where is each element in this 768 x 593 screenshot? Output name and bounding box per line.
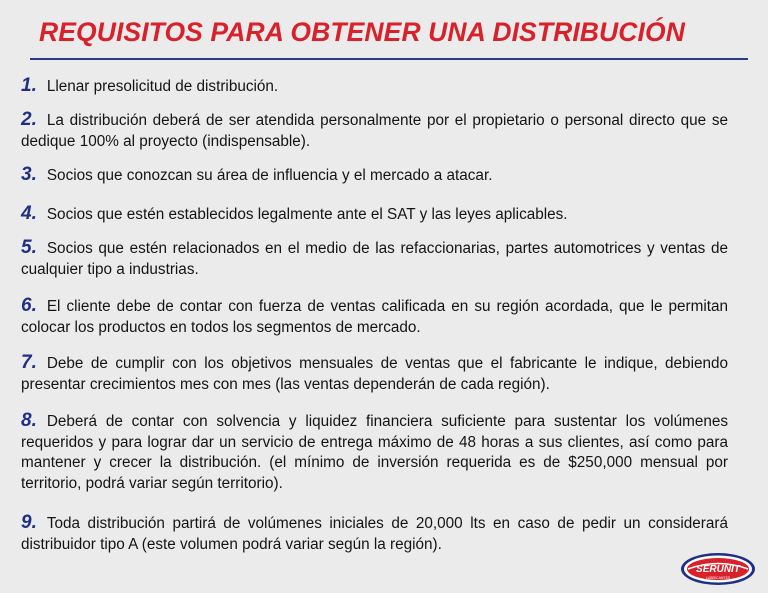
list-item — [21, 513, 728, 555]
item-text: Deberá de contar con solvencia y liquidez financiera suficiente para sustentar los volúmenes requeridos y para lograr dar un servicio de entrega máximo de 48 horas a sus clientes, así como para mantener y crecer la distribución. (el mínimo de inversión requerida es de $250,000 mensual por territorio, podrá variar según territorio). — [21, 413, 728, 492]
item-number: 2. — [21, 109, 37, 130]
item-text: Toda distribución partirá de volúmenes iniciales de 20,000 lts en caso de pedir un considerará distribuidor tipo A (este volumen podrá variar según la región). — [21, 515, 728, 553]
list-item — [21, 238, 728, 280]
logo-subtext: LUBRICANTES — [705, 576, 731, 580]
item-number: 5. — [21, 237, 37, 258]
item-text: La distribución deberá de ser atendida personalmente por el propietario o personal directo que se dedique 100% al proyecto (indispensable). — [21, 112, 728, 150]
item-number: 9. — [21, 512, 37, 533]
item-text: Socios que conozcan su área de influencia y el mercado a atacar. — [46, 167, 493, 184]
list-item — [21, 296, 728, 338]
list-item — [21, 411, 728, 494]
item-text: Socios que estén relacionados en el medio de las refaccionarias, partes automotrices y ventas de cualquier tipo a industrias. — [21, 240, 728, 278]
list-item — [21, 165, 728, 187]
item-number: 3. — [21, 164, 37, 185]
list-item — [21, 353, 728, 395]
title-underline — [30, 58, 748, 60]
page-title: REQUISITOS PARA OBTENER UNA DISTRIBUCIÓN — [39, 17, 685, 47]
item-number: 1. — [21, 75, 37, 96]
item-text: Llenar presolicitud de distribución. — [46, 78, 279, 95]
item-number: 8. — [21, 410, 37, 431]
list-item — [21, 110, 728, 152]
item-number: 4. — [21, 203, 37, 224]
serunit-logo-icon — [680, 552, 756, 586]
item-text: El cliente debe de contar con fuerza de ventas calificada en su región acordada, que le permitan colocar los productos en todos los segmentos de mercado. — [21, 298, 728, 336]
logo-text: SERUNIT — [696, 564, 740, 575]
list-item — [21, 76, 728, 98]
item-text: Socios que estén establecidos legalmente ante el SAT y las leyes aplicables. — [46, 206, 568, 223]
item-number: 6. — [21, 295, 37, 316]
list-item — [21, 204, 728, 226]
item-number: 7. — [21, 352, 37, 373]
item-text: Debe de cumplir con los objetivos mensuales de ventas que el fabricante le indique, debiendo presentar crecimientos mes con mes (las ventas dependerán de cada región). — [21, 355, 728, 393]
